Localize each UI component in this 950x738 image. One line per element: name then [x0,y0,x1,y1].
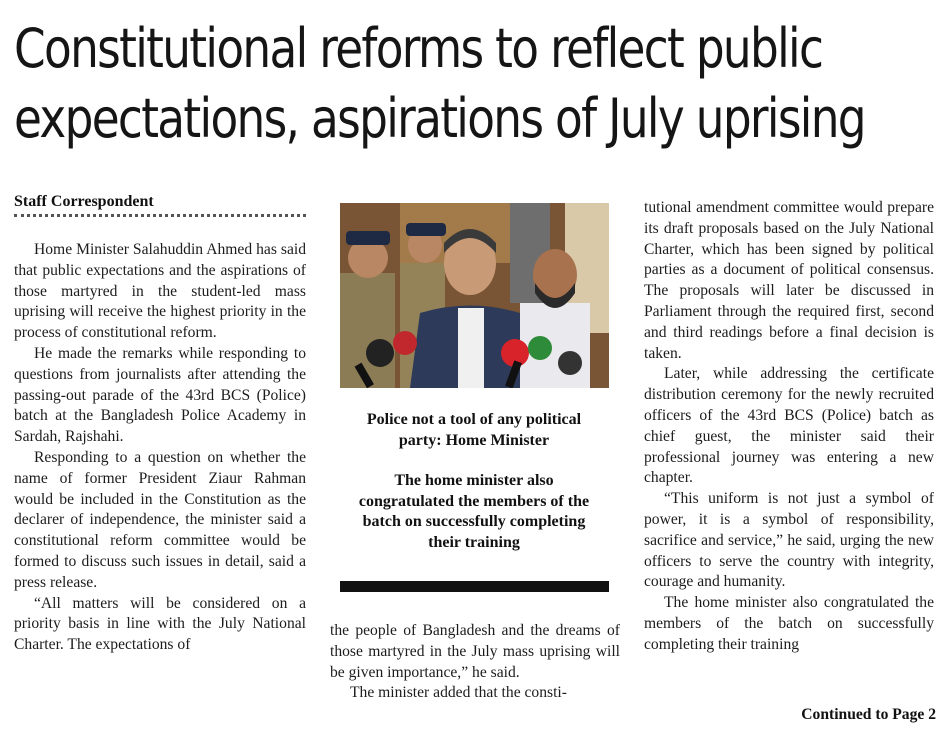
paragraph: “All matters will be considered on a priority basis in line with the July National Charter. The expectations of [14,594,306,654]
paragraph: The minister added that the consti- [350,684,567,702]
caption-line-2: The home minister also congratulated the members of the batch on successfully completing their training [358,472,590,551]
caption-line-1: Police not a tool of any political party: Home Minister [366,411,582,449]
paragraph: Home Minister Salahuddin Ahmed has said that public expectations and the aspirations of those martyred in the student-led mass uprising will receive the highest priority in the process of constitutional reform. [14,241,306,342]
paragraph: “This uniform is not just a symbol of power, it is a symbol of responsibility, sacrifice and service,” he said, urging the new officers to serve the country with integrity, courage and humanity. [644,490,934,591]
article-column-3 [644,198,934,656]
byline-divider [14,214,306,217]
byline: Staff Correspondent [14,193,154,210]
paragraph: tutional amendment committee would prepare its draft proposals based on the July National Charter, which has been signed by political parties as a document of political consensus. The proposals will later be discussed in Parliament through the required first, second and third readings before a final decision is taken. [644,199,934,362]
paragraph: Later, while addressing the certificate distribution ceremony for the newly recruited officers of the 43rd BCS (Police) batch as chief guest, the minister said their professional journey was entering a new chapter. [644,365,934,487]
headline-line-1: Constitutional reforms to reflect public [14,17,823,80]
article-column-1 [14,240,306,656]
caption-divider-bar [340,581,609,592]
article-column-2 [330,621,620,704]
continued-to-page-link: Continued to Page 2 [801,706,936,723]
news-photo [340,203,609,388]
photo-caption [346,410,602,553]
paragraph: The home minister also congratulated the members of the batch on successfully completing their training [644,594,934,653]
paragraph: He made the remarks while responding to questions from journalists after attending the passing-out parade of the 43rd BCS (Police) batch at the Bangladesh Police Academy in Sardah, Rajshahi. [14,344,306,446]
paragraph: Responding to a question on whether the name of former President Ziaur Rahman would be included in the Constitution as the declarer of independence, the minister said a constitutional reform committee would be formed to discuss such issues in detail, said a press release. [14,448,306,591]
headline [14,14,865,154]
paragraph: the people of Bangladesh and the dreams of those martyred in the July mass uprising will be given importance,” he said. [330,622,620,681]
headline-line-2: expectations, aspirations of July uprising [14,87,865,150]
